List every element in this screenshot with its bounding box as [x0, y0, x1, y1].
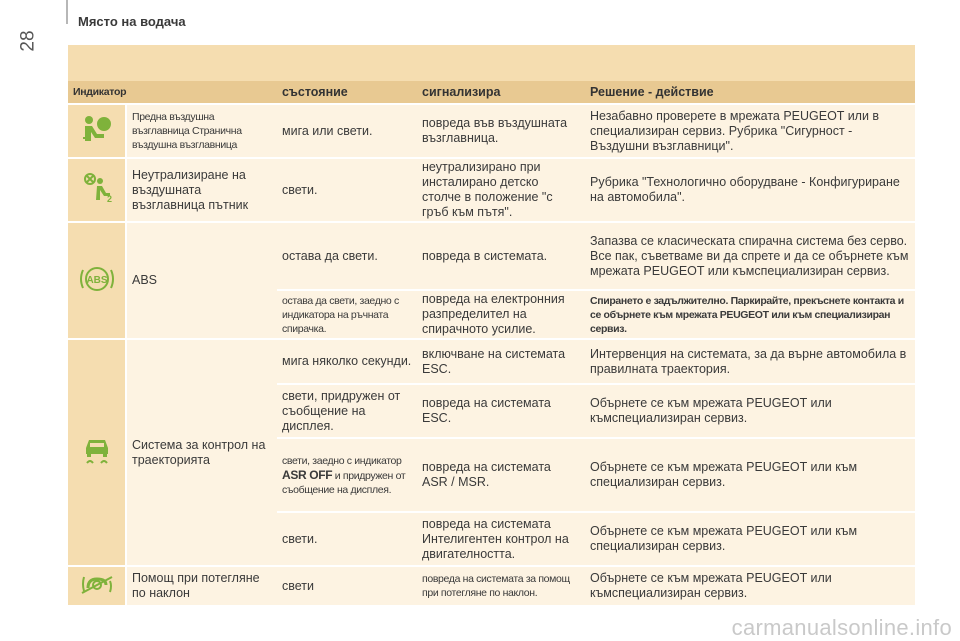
header-solution: Решение - действие — [585, 81, 915, 105]
state-cell: мига няколко секунди. — [277, 340, 417, 385]
page-number: 28 — [17, 30, 39, 52]
icon-cell — [68, 223, 127, 340]
header-signals: сигнализира — [417, 81, 585, 105]
signals-cell: повреда на системата за помощ при потегляне по наклон. — [417, 567, 585, 607]
stability-control-icon — [82, 436, 112, 466]
side-rule — [66, 0, 68, 24]
indicator-table — [68, 81, 915, 607]
signals-cell: повреда на електронния разпределител на спирачното усилие. — [417, 291, 585, 340]
table-row — [68, 567, 915, 607]
signals-cell: повреда в системата. — [417, 223, 585, 291]
signals-cell: повреда във въздушната възглавница. — [417, 105, 585, 159]
state-cell: свети. — [277, 159, 417, 223]
abs-icon-text: ABS — [85, 274, 108, 286]
asr-off-label: ASR OFF — [282, 467, 333, 482]
header-indicator: Индикатор — [68, 81, 277, 105]
solution-cell: Обърнете се към мрежата PEUGEOT или къмспециализиран сервиз. — [585, 385, 915, 439]
state-cell: свети, придружен от съобщение на дисплея. — [277, 385, 417, 439]
indicator-esc: Система за контрол на траекторията — [127, 340, 277, 567]
icon-cell — [68, 340, 127, 567]
abs-icon — [78, 264, 116, 294]
signals-cell: повреда на системата ESC. — [417, 385, 585, 439]
solution-cell: Интервенция на системата, за да върне автомобила в правилната траектория. — [585, 340, 915, 385]
table-row — [68, 340, 915, 385]
indicator-abs: ABS — [127, 223, 277, 340]
state-cell: остава да свети. — [277, 223, 417, 291]
solution-cell: Незабавно проверете в мрежата PEUGEOT или в специализиран сервиз. Рубрика "Сигурност - Въздушни възглавници". — [585, 105, 915, 159]
solution-cell: Обърнете се към мрежата PEUGEOT или към специализиран сервиз. — [585, 439, 915, 513]
watermark: carmanualsonline.info — [731, 615, 952, 640]
signals-cell: неутрализирано при инсталирано детско столче в положение "с гръб към пътя". — [417, 159, 585, 223]
svg-text:2: 2 — [106, 194, 112, 203]
icon-cell — [68, 105, 127, 159]
indicator-airbag: Предна въздушна възглавница Странична въздушна възглавница — [127, 105, 277, 159]
signals-cell: включване на системата ESC. — [417, 340, 585, 385]
hill-start-assist-icon — [80, 571, 114, 597]
section-title: Място на водача — [78, 14, 186, 29]
signals-cell: повреда на системата ASR / MSR. — [417, 439, 585, 513]
solution-cell: Спирането е задължително. Паркирайте, прекъснете контакта и се обърнете към мрежата PEUGEOT или към специализиран сервиз. — [585, 291, 915, 340]
signals-cell: повреда на системата Интелигентен контрол на двигателността. — [417, 513, 585, 567]
indicator-passenger-airbag: Неутрализиране на въздушната възглавница пътник — [127, 159, 277, 223]
indicator-hill: Помощ при потегляне по наклон — [127, 567, 277, 607]
passenger-airbag-off-icon — [80, 173, 114, 203]
header-band — [68, 45, 915, 81]
header-state: състояние — [277, 81, 417, 105]
state-cell — [277, 439, 417, 513]
state-text: свети, заедно с индикатор — [282, 454, 402, 467]
solution-cell: Обърнете се към мрежата PEUGEOT или към специализиран сервиз. — [585, 513, 915, 567]
table-row — [68, 223, 915, 291]
state-cell: свети — [277, 567, 417, 607]
icon-cell — [68, 159, 127, 223]
state-text: и придружен от съобщение на дисплея. — [282, 469, 406, 496]
table-header-row — [68, 81, 915, 105]
icon-cell — [68, 567, 127, 607]
solution-cell: Рубрика "Технологично оборудване - Конфигуриране на автомобила". — [585, 159, 915, 223]
table-row — [68, 105, 915, 159]
state-cell: мига или свети. — [277, 105, 417, 159]
airbag-warning-icon — [80, 114, 114, 144]
solution-cell: Запазва се класическата спирачна система без серво. Все пак, съветваме ви да спрете и да се обърнете към мрежата PEUGEOT или къмспециализиран сервиз. — [585, 223, 915, 291]
state-cell: остава да свети, заедно с индикатора на ръчната спирачка. — [277, 291, 417, 340]
state-cell: свети. — [277, 513, 417, 567]
table-row — [68, 159, 915, 223]
solution-cell: Обърнете се към мрежата PEUGEOT или къмспециализиран сервиз. — [585, 567, 915, 607]
